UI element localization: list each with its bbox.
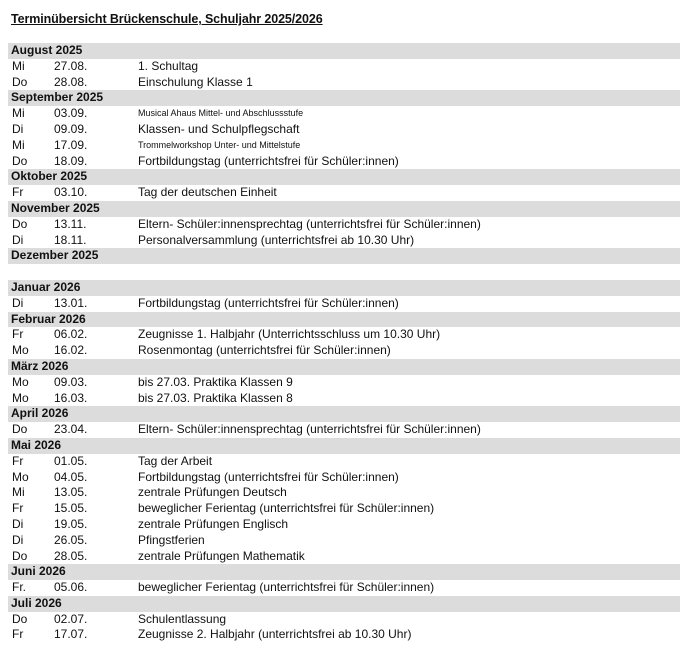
event-date: 13.05.	[54, 485, 88, 500]
event-weekday: Fr	[12, 185, 24, 200]
event-date: 26.05.	[54, 532, 88, 547]
empty-row	[8, 264, 680, 280]
page-title: Terminübersicht Brückenschule, Schuljahr 2025/2026	[11, 12, 323, 26]
event-date: 23.04.	[54, 422, 88, 437]
event-weekday: Fr	[12, 453, 24, 468]
event-row	[8, 122, 680, 138]
event-date: 09.09.	[54, 121, 88, 136]
event-description: Pfingstferien	[138, 532, 205, 547]
event-description: zentrale Prüfungen Mathematik	[138, 548, 305, 563]
event-date: 16.02.	[54, 343, 88, 358]
month-label: Dezember 2025	[11, 248, 99, 263]
event-description: Fortbildungstag (unterrichtsfrei für Schüler:innen)	[138, 469, 399, 484]
event-date: 28.08.	[54, 74, 88, 89]
event-weekday: Fr.	[12, 580, 26, 595]
event-date: 18.09.	[54, 153, 88, 168]
month-header	[8, 359, 680, 375]
month-label: Juni 2026	[11, 564, 66, 579]
event-weekday: Do	[12, 216, 28, 231]
event-date: 03.09.	[54, 106, 88, 121]
month-header	[8, 201, 680, 217]
event-row	[8, 391, 680, 407]
event-date: 16.03.	[54, 390, 88, 405]
event-date: 09.03.	[54, 374, 88, 389]
month-header	[8, 169, 680, 185]
event-row	[8, 375, 680, 391]
event-weekday: Do	[12, 548, 28, 563]
event-row	[8, 422, 680, 438]
event-date: 01.05.	[54, 453, 88, 468]
event-row	[8, 517, 680, 533]
event-weekday: Do	[12, 611, 28, 626]
event-row	[8, 154, 680, 170]
event-row	[8, 327, 680, 343]
event-weekday: Mi	[12, 58, 25, 73]
event-description: Tag der Arbeit	[138, 453, 213, 468]
event-date: 17.07.	[54, 627, 88, 642]
event-description: Klassen- und Schulpflegschaft	[138, 121, 300, 136]
event-description: Rosenmontag (unterrichtsfrei für Schüler:innen)	[138, 343, 391, 358]
event-row	[8, 59, 680, 75]
month-label: Januar 2026	[11, 279, 81, 294]
event-weekday: Fr	[12, 327, 24, 342]
event-row	[8, 612, 680, 628]
month-label: November 2025	[11, 200, 100, 215]
event-weekday: Mo	[12, 343, 29, 358]
event-description: beweglicher Ferientag (unterrichtsfrei für Schüler:innen)	[138, 501, 435, 516]
month-header	[8, 280, 680, 296]
event-weekday: Mi	[12, 137, 25, 152]
month-label: Juli 2026	[11, 595, 62, 610]
event-description: Schulentlassung	[138, 611, 227, 626]
event-date: 03.10.	[54, 185, 88, 200]
event-row	[8, 580, 680, 596]
event-description: 1. Schultag	[138, 58, 199, 73]
event-description: Trommelworkshop Unter- und Mittelstufe	[138, 139, 301, 150]
month-header	[8, 312, 680, 328]
month-label: April 2026	[11, 406, 69, 421]
month-header	[8, 406, 680, 422]
month-label: März 2026	[11, 358, 69, 373]
event-description: Fortbildungstag (unterrichtsfrei für Schüler:innen)	[138, 153, 399, 168]
month-label: Februar 2026	[11, 311, 86, 326]
event-row	[8, 627, 680, 643]
event-description: Zeugnisse 2. Halbjahr (unterrichtsfrei ab 10.30 Uhr)	[138, 627, 412, 642]
event-date: 06.02.	[54, 327, 88, 342]
event-date: 19.05.	[54, 516, 88, 531]
event-row	[8, 470, 680, 486]
event-description: Fortbildungstag (unterrichtsfrei für Schüler:innen)	[138, 295, 399, 310]
event-row	[8, 549, 680, 565]
event-date: 15.05.	[54, 501, 88, 516]
month-header	[8, 564, 680, 580]
event-weekday: Do	[12, 74, 28, 89]
month-header	[8, 248, 680, 264]
month-header	[8, 90, 680, 106]
event-row	[8, 343, 680, 359]
event-weekday: Di	[12, 516, 24, 531]
event-weekday: Mo	[12, 374, 29, 389]
event-description: Einschulung Klasse 1	[138, 74, 253, 89]
event-description: zentrale Prüfungen Deutsch	[138, 485, 287, 500]
event-date: 27.08.	[54, 58, 88, 73]
event-description: zentrale Prüfungen Englisch	[138, 516, 289, 531]
month-header	[8, 596, 680, 612]
event-weekday: Do	[12, 153, 28, 168]
event-date: 17.09.	[54, 137, 88, 152]
event-row	[8, 138, 680, 154]
event-weekday: Mi	[12, 485, 25, 500]
event-weekday: Di	[12, 295, 24, 310]
event-row	[8, 185, 680, 201]
event-date: 28.05.	[54, 548, 88, 563]
month-header	[8, 43, 680, 59]
event-description: beweglicher Ferientag (unterrichtsfrei für Schüler:innen)	[138, 580, 435, 595]
event-weekday: Do	[12, 422, 28, 437]
event-date: 02.07.	[54, 611, 88, 626]
event-description: Eltern- Schüler:innensprechtag (unterrichtsfrei für Schüler:innen)	[138, 422, 481, 437]
event-weekday: Mo	[12, 390, 29, 405]
event-date: 18.11.	[54, 232, 87, 247]
event-date: 13.01.	[54, 295, 88, 310]
month-label: Oktober 2025	[11, 169, 88, 184]
event-description: bis 27.03. Praktika Klassen 9	[138, 374, 293, 389]
event-weekday: Di	[12, 232, 24, 247]
event-weekday: Di	[12, 532, 24, 547]
month-header	[8, 438, 680, 454]
event-row	[8, 217, 680, 233]
event-description: Personalversammlung (unterrichtsfrei ab 10.30 Uhr)	[138, 232, 415, 247]
month-label: Mai 2026	[11, 437, 62, 452]
event-description: Eltern- Schüler:innensprechtag (unterrichtsfrei für Schüler:innen)	[138, 216, 481, 231]
event-row	[8, 485, 680, 501]
event-row	[8, 75, 680, 91]
event-date: 04.05.	[54, 469, 88, 484]
event-weekday: Mo	[12, 469, 29, 484]
event-date: 13.11.	[54, 216, 87, 231]
schedule-table	[8, 43, 680, 643]
event-description: Tag der deutschen Einheit	[138, 185, 277, 200]
event-row	[8, 533, 680, 549]
event-weekday: Di	[12, 121, 24, 136]
month-label: August 2025	[11, 43, 83, 57]
event-row	[8, 454, 680, 470]
event-description: bis 27.03. Praktika Klassen 8	[138, 390, 293, 405]
event-row	[8, 501, 680, 517]
event-weekday: Mi	[12, 106, 25, 121]
month-label: September 2025	[11, 90, 104, 105]
event-weekday: Fr	[12, 501, 24, 516]
event-date: 05.06.	[54, 580, 88, 595]
event-row	[8, 106, 680, 122]
event-row	[8, 233, 680, 249]
event-row	[8, 296, 680, 312]
event-weekday: Fr	[12, 627, 24, 642]
event-description: Zeugnisse 1. Halbjahr (Unterrichtsschluss um 10.30 Uhr)	[138, 327, 441, 342]
event-description: Musical Ahaus Mittel- und Abschlussstufe	[138, 108, 304, 119]
